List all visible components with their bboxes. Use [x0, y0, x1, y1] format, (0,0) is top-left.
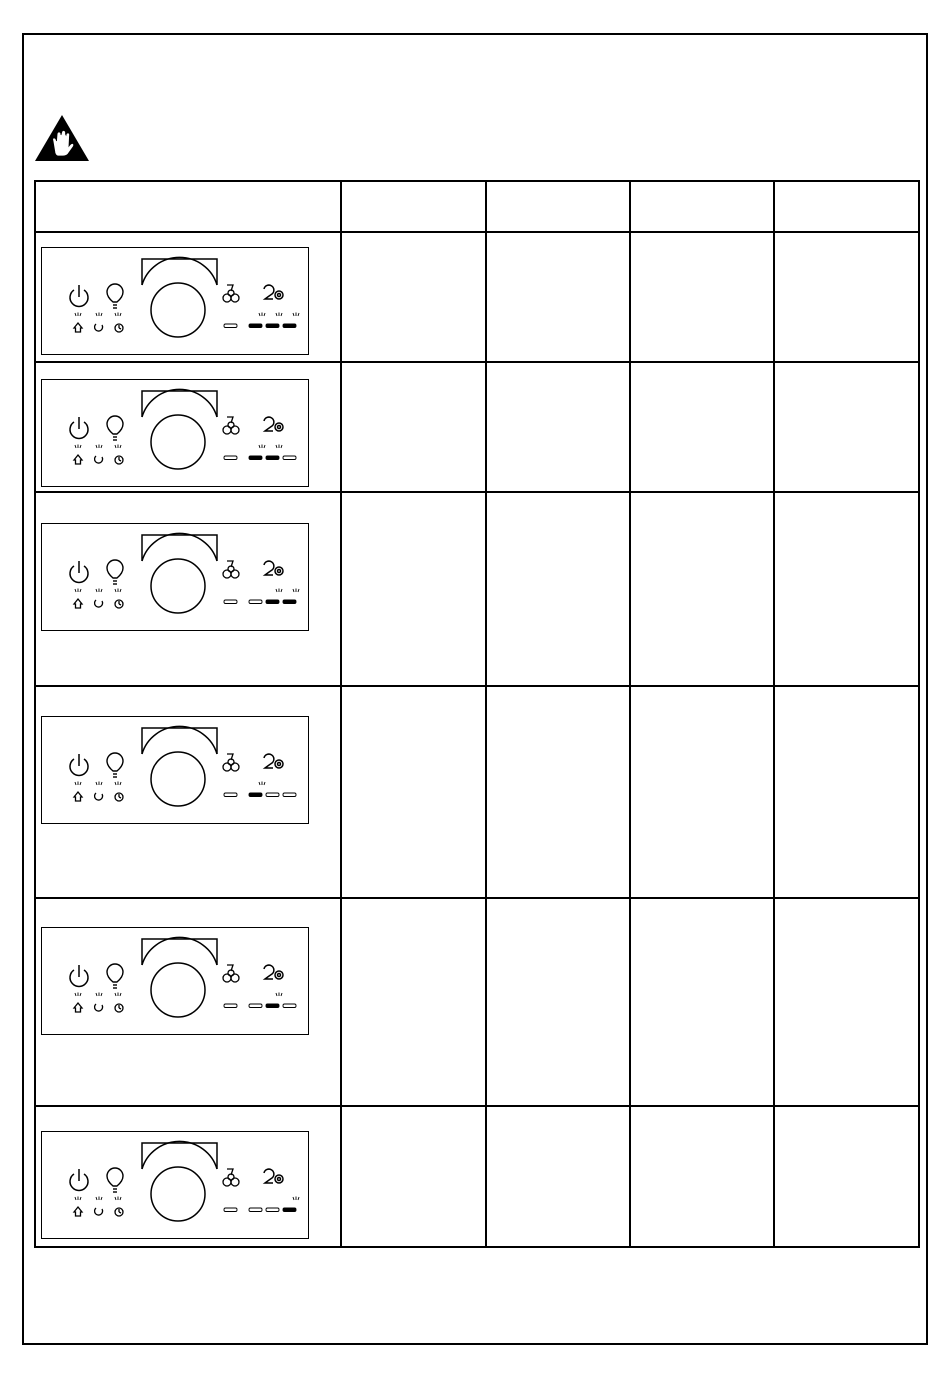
- control-panel-illustration: [41, 716, 309, 824]
- column-header: [35, 181, 341, 232]
- panel-cell: [35, 686, 341, 898]
- indicator-led: [249, 1004, 262, 1008]
- indicator-led: [249, 793, 262, 797]
- control-panel-illustration: [41, 1131, 309, 1239]
- indicator-led: [266, 793, 279, 797]
- indicator-led: [283, 1004, 296, 1008]
- indicator-led: [224, 793, 237, 797]
- table-cell: [486, 362, 630, 492]
- indicator-led: [266, 1004, 279, 1008]
- panel-cell: [35, 898, 341, 1106]
- table-row: [35, 1106, 919, 1247]
- table-cell: [630, 686, 774, 898]
- indicator-led: [224, 324, 237, 328]
- table-row: [35, 232, 919, 362]
- indicator-led: [266, 324, 279, 328]
- indicator-led: [283, 793, 296, 797]
- indicator-led: [283, 456, 296, 460]
- table-row: [35, 492, 919, 686]
- indicator-led: [266, 1208, 279, 1212]
- indicator-led: [224, 456, 237, 460]
- table-row: [35, 686, 919, 898]
- panel-cell: [35, 362, 341, 492]
- table-row: [35, 898, 919, 1106]
- table-cell: [486, 492, 630, 686]
- table-cell: [486, 898, 630, 1106]
- column-header: [341, 181, 486, 232]
- table-header-row: [35, 181, 919, 232]
- indicator-led: [249, 600, 262, 604]
- indicator-led: [283, 324, 296, 328]
- table-cell: [341, 686, 486, 898]
- panel-cell: [35, 1106, 341, 1247]
- table-cell: [341, 898, 486, 1106]
- table-cell: [630, 492, 774, 686]
- table-cell: [341, 492, 486, 686]
- table-cell: [774, 232, 919, 362]
- control-panel-illustration: [41, 523, 309, 631]
- indicator-led: [249, 1208, 262, 1212]
- table-cell: [630, 898, 774, 1106]
- control-panel-illustration: [41, 247, 309, 355]
- table-cell: [486, 232, 630, 362]
- table-cell: [774, 492, 919, 686]
- table-cell: [774, 1106, 919, 1247]
- table-cell: [630, 1106, 774, 1247]
- indicator-led: [224, 600, 237, 604]
- column-header: [630, 181, 774, 232]
- table-cell: [341, 1106, 486, 1247]
- control-panel-illustration: [41, 927, 309, 1035]
- table-cell: [486, 1106, 630, 1247]
- table-cell: [630, 362, 774, 492]
- table-cell: [774, 898, 919, 1106]
- table-cell: [341, 232, 486, 362]
- table-cell: [486, 686, 630, 898]
- panel-cell: [35, 492, 341, 686]
- indicator-led: [283, 600, 296, 604]
- column-header: [774, 181, 919, 232]
- indicator-led: [224, 1208, 237, 1212]
- status-table: [34, 180, 920, 1248]
- table-cell: [774, 362, 919, 492]
- indicator-led: [283, 1208, 296, 1212]
- column-header: [486, 181, 630, 232]
- indicator-led: [266, 600, 279, 604]
- table-cell: [630, 232, 774, 362]
- hand-stop-warning-icon: [33, 113, 91, 163]
- indicator-led: [266, 456, 279, 460]
- indicator-led: [224, 1004, 237, 1008]
- table-cell: [774, 686, 919, 898]
- table-row: [35, 362, 919, 492]
- table-cell: [341, 362, 486, 492]
- indicator-led: [249, 456, 262, 460]
- panel-cell: [35, 232, 341, 362]
- indicator-led: [249, 324, 262, 328]
- control-panel-illustration: [41, 379, 309, 487]
